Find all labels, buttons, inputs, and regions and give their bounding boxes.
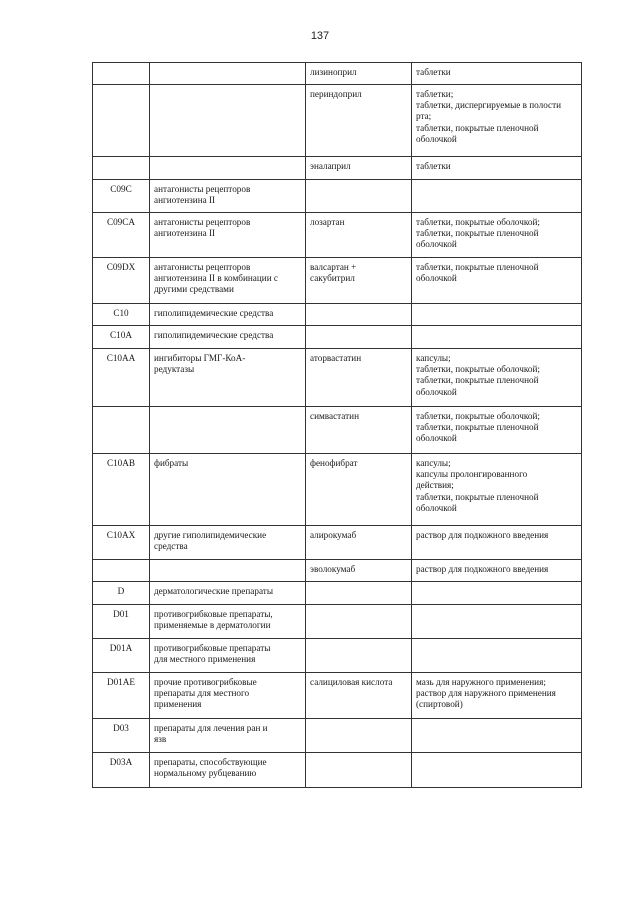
cell-text-line: C10: [113, 308, 129, 318]
cell-text-line: алирокумаб: [310, 530, 357, 540]
cell-text-line: дерматологические препараты: [154, 586, 273, 596]
table-row: [93, 454, 582, 526]
anatomical-group-cell: [150, 349, 306, 407]
dosage-form-cell: [412, 85, 582, 157]
anatomical-group-cell: [150, 605, 306, 639]
cell-text-line: ингибиторы ГМГ-КоА-: [154, 353, 246, 363]
cell-text-line: антагонисты рецепторов: [154, 184, 251, 194]
table-row: [93, 719, 582, 753]
drug-name-cell: [306, 605, 412, 639]
atc-code-cell: [93, 157, 150, 180]
dosage-form-cell: [412, 63, 582, 85]
table-row: [93, 326, 582, 349]
cell-text-line: капсулы;: [416, 353, 451, 363]
cell-text-line: таблетки, покрытые оболочкой;: [416, 364, 540, 375]
cell-text-line: таблетки, покрытые пленочной: [416, 375, 539, 386]
anatomical-group-cell: [150, 753, 306, 788]
anatomical-group-cell: [150, 454, 306, 526]
atc-code-cell: [93, 454, 150, 526]
atc-code-cell: [93, 639, 150, 673]
drug-name-cell: [306, 753, 412, 788]
dosage-form-cell: [412, 157, 582, 180]
anatomical-group-cell: [150, 560, 306, 582]
table-row: [93, 582, 582, 605]
dosage-form-cell: [412, 639, 582, 673]
dosage-form-cell: [412, 526, 582, 560]
cell-text-line: противогрибковые препараты: [154, 643, 271, 653]
cell-text-line: таблетки: [416, 67, 451, 77]
table-row: [93, 605, 582, 639]
cell-text-line: язв: [154, 734, 167, 745]
anatomical-group-cell: [150, 407, 306, 454]
dosage-form-cell: [412, 258, 582, 304]
cell-text-line: гиполипидемические средства: [154, 330, 274, 340]
cell-text-line: таблетки, покрытые пленочной: [416, 491, 539, 502]
dosage-form-cell: [412, 454, 582, 526]
cell-text-line: антагонисты рецепторов: [154, 262, 251, 272]
cell-text-line: препараты, способствующие: [154, 757, 267, 767]
dosage-form-cell: [412, 582, 582, 605]
cell-text-line: таблетки, покрытые пленочной: [416, 262, 539, 272]
dosage-form-cell: [412, 180, 582, 213]
drug-name-cell: [306, 582, 412, 605]
cell-text-line: таблетки, покрытые пленочной: [416, 122, 539, 133]
cell-text-line: капсулы;: [416, 458, 451, 468]
anatomical-group-cell: [150, 304, 306, 326]
anatomical-group-cell: [150, 582, 306, 605]
anatomical-group-cell: [150, 213, 306, 258]
table-row: [93, 673, 582, 719]
dosage-form-cell: [412, 673, 582, 719]
drug-table-body: [93, 63, 582, 788]
atc-code-cell: [93, 258, 150, 304]
drug-name-cell: [306, 526, 412, 560]
cell-text-line: применяемые в дерматологии: [154, 620, 271, 631]
drug-name-cell: [306, 454, 412, 526]
cell-text-line: C09C: [110, 184, 132, 194]
cell-text-line: C10A: [110, 330, 132, 340]
cell-text-line: раствор для наружного применения: [416, 688, 556, 699]
cell-text-line: ангиотензина II: [154, 228, 216, 239]
anatomical-group-cell: [150, 157, 306, 180]
drug-name-cell: [306, 63, 412, 85]
cell-text-line: D: [117, 586, 125, 596]
cell-text-line: эволокумаб: [310, 564, 356, 574]
anatomical-group-cell: [150, 673, 306, 719]
drug-table: [92, 62, 582, 788]
drug-name-cell: [306, 326, 412, 349]
dosage-form-cell: [412, 326, 582, 349]
cell-text-line: валсартан +: [310, 262, 357, 272]
dosage-form-cell: [412, 560, 582, 582]
cell-text-line: C09DX: [106, 262, 136, 272]
atc-code-cell: [93, 582, 150, 605]
table-row: [93, 526, 582, 560]
atc-code-cell: [93, 213, 150, 258]
dosage-form-cell: [412, 213, 582, 258]
anatomical-group-cell: [150, 180, 306, 213]
cell-text-line: противогрибковые препараты,: [154, 609, 273, 619]
atc-code-cell: [93, 753, 150, 788]
drug-name-cell: [306, 180, 412, 213]
anatomical-group-cell: [150, 719, 306, 753]
cell-text-line: оболочкой: [416, 386, 457, 397]
cell-text-line: таблетки, диспергируемые в полости: [416, 100, 562, 111]
anatomical-group-cell: [150, 326, 306, 349]
table-row: [93, 407, 582, 454]
dosage-form-cell: [412, 605, 582, 639]
cell-text-line: прочие противогрибковые: [154, 677, 257, 687]
cell-text-line: D01: [113, 609, 129, 619]
anatomical-group-cell: [150, 63, 306, 85]
drug-name-cell: [306, 157, 412, 180]
anatomical-group-cell: [150, 258, 306, 304]
cell-text-line: капсулы пролонгированного: [416, 469, 528, 480]
cell-text-line: лизиноприл: [310, 67, 357, 77]
cell-text-line: гиполипидемические средства: [154, 308, 274, 318]
atc-code-cell: [93, 673, 150, 719]
drug-name-cell: [306, 719, 412, 753]
atc-code-cell: [93, 304, 150, 326]
dosage-form-cell: [412, 719, 582, 753]
drug-name-cell: [306, 258, 412, 304]
cell-text-line: редуктазы: [154, 364, 195, 375]
cell-text-line: оболочкой: [416, 133, 457, 144]
cell-text-line: действия;: [416, 480, 454, 491]
cell-text-line: C09CA: [106, 217, 136, 227]
drug-name-cell: [306, 673, 412, 719]
dosage-form-cell: [412, 349, 582, 407]
atc-code-cell: [93, 560, 150, 582]
cell-text-line: средства: [154, 541, 188, 552]
cell-text-line: ангиотензина II в комбинации с: [154, 273, 278, 284]
table-row: [93, 560, 582, 582]
dosage-form-cell: [412, 304, 582, 326]
cell-text-line: эналаприл: [310, 161, 351, 171]
cell-text-line: D01A: [109, 643, 133, 653]
cell-text-line: оболочкой: [416, 433, 457, 444]
cell-text-line: другие гиполипидемические: [154, 530, 267, 540]
cell-text-line: лозартан: [310, 217, 345, 227]
anatomical-group-cell: [150, 85, 306, 157]
cell-text-line: D03: [113, 723, 129, 733]
anatomical-group-cell: [150, 639, 306, 673]
cell-text-line: таблетки;: [416, 89, 454, 99]
drug-name-cell: [306, 85, 412, 157]
cell-text-line: C10AB: [106, 458, 136, 468]
atc-code-cell: [93, 407, 150, 454]
atc-code-cell: [93, 526, 150, 560]
cell-text-line: (спиртовой): [416, 699, 463, 710]
atc-code-cell: [93, 85, 150, 157]
drug-name-cell: [306, 304, 412, 326]
table-row: [93, 349, 582, 407]
atc-code-cell: [93, 180, 150, 213]
cell-text-line: аторвастатин: [310, 353, 362, 363]
cell-text-line: салициловая кислота: [310, 677, 393, 687]
table-row: [93, 213, 582, 258]
cell-text-line: D03A: [109, 757, 133, 767]
dosage-form-cell: [412, 407, 582, 454]
cell-text-line: C10AA: [106, 353, 136, 363]
cell-text-line: препараты для лечения ран и: [154, 723, 268, 733]
page-number: 137: [310, 30, 330, 42]
cell-text-line: для местного применения: [154, 654, 256, 665]
cell-text-line: D01AE: [106, 677, 136, 687]
cell-text-line: мазь для наружного применения;: [416, 677, 546, 687]
cell-text-line: нормальному рубцеванию: [154, 768, 257, 779]
dosage-form-cell: [412, 753, 582, 788]
table-row: [93, 180, 582, 213]
cell-text-line: периндоприл: [310, 89, 362, 99]
cell-text-line: антагонисты рецепторов: [154, 217, 251, 227]
cell-text-line: раствор для подкожного введения: [416, 530, 549, 540]
atc-code-cell: [93, 605, 150, 639]
cell-text-line: препараты для местного: [154, 688, 250, 699]
cell-text-line: фенофибрат: [310, 458, 358, 468]
cell-text-line: таблетки, покрытые пленочной: [416, 422, 539, 433]
table-row: [93, 639, 582, 673]
atc-code-cell: [93, 719, 150, 753]
cell-text-line: сакубитрил: [310, 273, 355, 284]
table-row: [93, 63, 582, 85]
atc-code-cell: [93, 63, 150, 85]
cell-text-line: C10AX: [106, 530, 136, 540]
cell-text-line: фибраты: [154, 458, 189, 468]
drug-name-cell: [306, 639, 412, 673]
table-row: [93, 304, 582, 326]
cell-text-line: раствор для подкожного введения: [416, 564, 549, 574]
table-row: [93, 258, 582, 304]
drug-name-cell: [306, 560, 412, 582]
anatomical-group-cell: [150, 526, 306, 560]
atc-code-cell: [93, 349, 150, 407]
cell-text-line: применения: [154, 699, 202, 710]
cell-text-line: ангиотензина II: [154, 195, 216, 206]
table-row: [93, 157, 582, 180]
atc-code-cell: [93, 326, 150, 349]
table-row: [93, 85, 582, 157]
cell-text-line: оболочкой: [416, 273, 457, 284]
table-row: [93, 753, 582, 788]
cell-text-line: рта;: [416, 111, 432, 122]
cell-text-line: оболочкой: [416, 239, 457, 250]
cell-text-line: таблетки, покрытые оболочкой;: [416, 217, 540, 227]
cell-text-line: симвастатин: [310, 411, 359, 421]
cell-text-line: оболочкой: [416, 502, 457, 513]
cell-text-line: таблетки, покрытые пленочной: [416, 228, 539, 239]
cell-text-line: таблетки, покрытые оболочкой;: [416, 411, 540, 421]
drug-name-cell: [306, 349, 412, 407]
cell-text-line: другими средствами: [154, 284, 234, 295]
cell-text-line: таблетки: [416, 161, 451, 171]
drug-name-cell: [306, 407, 412, 454]
drug-name-cell: [306, 213, 412, 258]
